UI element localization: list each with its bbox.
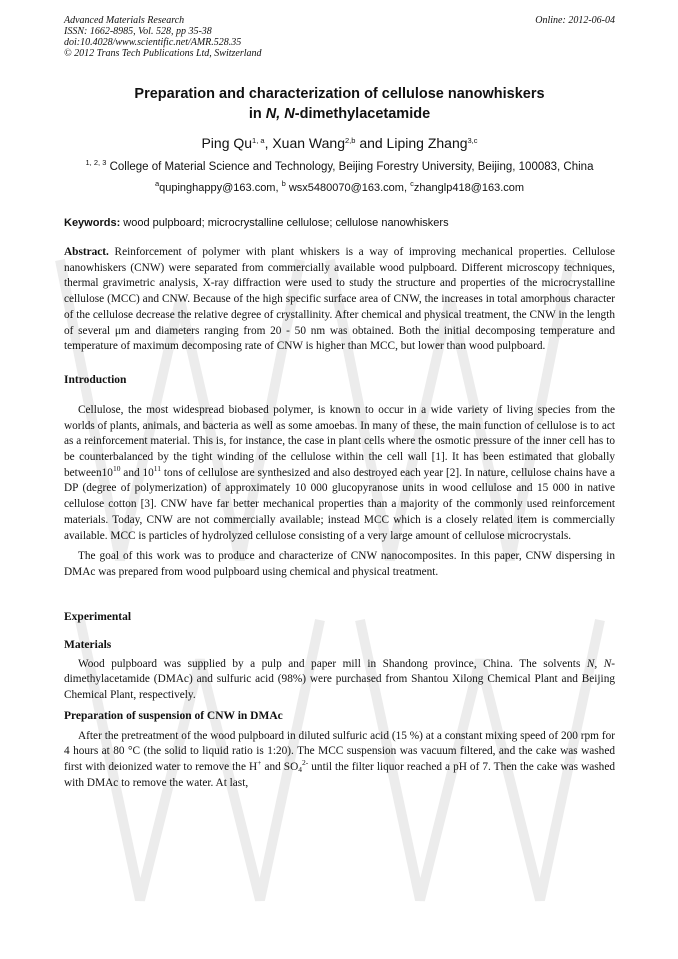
email-link[interactable]: zhanglp418@163.com [413, 182, 525, 194]
paragraph-text: and SO [261, 761, 299, 774]
author-name: Ping Qu [201, 135, 253, 151]
affiliation-mark: 1, 2, 3 [85, 158, 107, 167]
paragraph-text: until the filter liquor reached a pH of 7. Then the cake was washed with DMAc to remove the water. At last, [64, 761, 615, 789]
paper-title [64, 84, 615, 124]
materials-paragraph [64, 657, 615, 704]
subsection-heading-preparation: Preparation of suspension of CNW in DMAc [64, 709, 283, 722]
abstract-text: Reinforcement of polymer with plant whiskers is a way of improving mechanical properties. Cellulose nanowhiskers (CNW) were separated from commercially available wood pulpboard. Different microscopy techniques, thermal gravimetric analysis, X-ray diffraction were used to study the structure and properties of the microcrystalline cellulose (MCC) and CNW. Because of the high specific surface area of CNW, the increases in total amorphous character of the cellulose decrease the relative degree of crystallinity. After chemical and physical treatment, the CNW in the length of several μm and diameters ranging from 20 - 50 nm was obtained. Both the initial decomposing temperature and temperature of maximum decomposing rate of CNW is higher than MCC, but lower than wood pulpboard. [64, 246, 615, 353]
superscript: 2- [301, 758, 309, 768]
subscript: 4 [298, 765, 302, 775]
affiliation [64, 160, 615, 174]
paragraph-text: tons of cellulose are synthesized and also destroyed each year [2]. In nature, cellulose chains have a DP (degree of polymerization) of approximately 10 000 glucopyranose units in wood cellulose and 15 000 in native cellulose cotton [3]. CNW have far better mechanical properties than a majority of the commonly used reinforcement materials. Today, CNW are not commercially available; instead MCC which is a closely related item is commercially available. MCC is particles of hydrolyzed cellulose consisting of a very large amount of cellulose microcrystals. [64, 466, 615, 542]
paragraph-text: After the pretreatment of the wood pulpboard in diluted sulfuric acid (15 %) at a constant mixing speed of 200 rpm for 4 hours at 80 °C (the solid to liquid ratio is 1:20). The MCC suspension was vacuum filtered, and the cake was washed first with deionized water to remove the H [64, 729, 615, 774]
email-link[interactable]: wsx5480070@163.com, [285, 182, 411, 194]
copyright-line: © 2012 Trans Tech Publications Ltd, Switzerland [64, 48, 262, 59]
author-affiliation-mark: 1, a [252, 136, 265, 145]
title-italic: N, N [265, 106, 295, 122]
exponent: 11 [153, 463, 162, 473]
affiliation-text: College of Material Science and Technology, Beijing Forestry University, Beijing, 100083, China [109, 161, 594, 173]
paragraph-text: Wood pulpboard was supplied by a pulp and paper mill in Shandong province, China. The solvents [78, 657, 587, 670]
title-line-1: Preparation and characterization of cellulose nanowhiskers [134, 86, 545, 102]
introduction-paragraph-2: The goal of this work was to produce and characterize of CNW nanocomposites. In this paper, CNW dispersing in DMAc was prepared from wood pulpboard using chemical and physical treatment. [64, 550, 615, 578]
author-affiliation-mark: 3,c [467, 136, 478, 145]
keywords [64, 216, 615, 230]
superscript: + [257, 758, 262, 768]
author-name: , Xuan Wang [264, 135, 345, 151]
keywords-text: wood pulpboard; microcrystalline cellulose; cellulose nanowhiskers [120, 217, 449, 229]
online-date: Online: 2012-06-04 [535, 15, 615, 26]
preparation-paragraph [64, 729, 615, 792]
paragraph-text: -dimethylacetamide (DMAc) and sulfuric acid (98%) were purchased from Shantou Xilong Chemical Plant and Beijing Chemical Plant, respectively. [64, 657, 616, 702]
author-name: and Liping Zhang [359, 135, 468, 151]
email-link[interactable]: qupinghappy@163.com, [159, 182, 282, 194]
doi-link[interactable]: doi:10.4028/www.scientific.net/AMR.528.35 [64, 37, 242, 48]
paragraph-text: and 10 [120, 466, 154, 479]
keywords-label: Keywords: [64, 217, 121, 229]
section-heading-experimental: Experimental [64, 610, 132, 623]
email-mark: c [410, 179, 414, 188]
paragraph-text: Cellulose, the most widespread biobased polymer, is known to occur in a wide variety of living species from the worlds of plants, animals, and bacteria as well as some amoebas. In many of these, the main function of cellulose is to act as a reinforcement material. This is, for instance, the case in plant cells where the osmotic pressure of the inner cell has to be counterbalanced by the tight winding of the cellulose within the cell wall [1]. It has been estimated that globally between10 [64, 403, 615, 479]
subsection-heading-materials: Materials [64, 638, 112, 651]
issn-line: ISSN: 1662-8985, Vol. 528, pp 35-38 [64, 26, 212, 37]
author-affiliation-mark: 2,b [344, 136, 356, 145]
email-mark: b [281, 179, 286, 188]
italic-text: N, N [586, 657, 612, 670]
abstract-label: Abstract. [64, 246, 109, 258]
title-line-2 [64, 104, 615, 124]
title-text: -dimethylacetamide [294, 106, 431, 122]
email-mark: a [154, 179, 160, 188]
introduction-paragraph-1 [64, 403, 615, 544]
author-list [64, 134, 615, 152]
abstract [64, 245, 615, 355]
title-text: in [248, 106, 266, 122]
section-heading-introduction: Introduction [64, 373, 127, 386]
paper-page [64, 15, 615, 792]
exponent: 10 [112, 463, 121, 473]
journal-name: Advanced Materials Research [64, 15, 185, 26]
journal-header [64, 15, 615, 59]
author-emails [64, 181, 615, 195]
